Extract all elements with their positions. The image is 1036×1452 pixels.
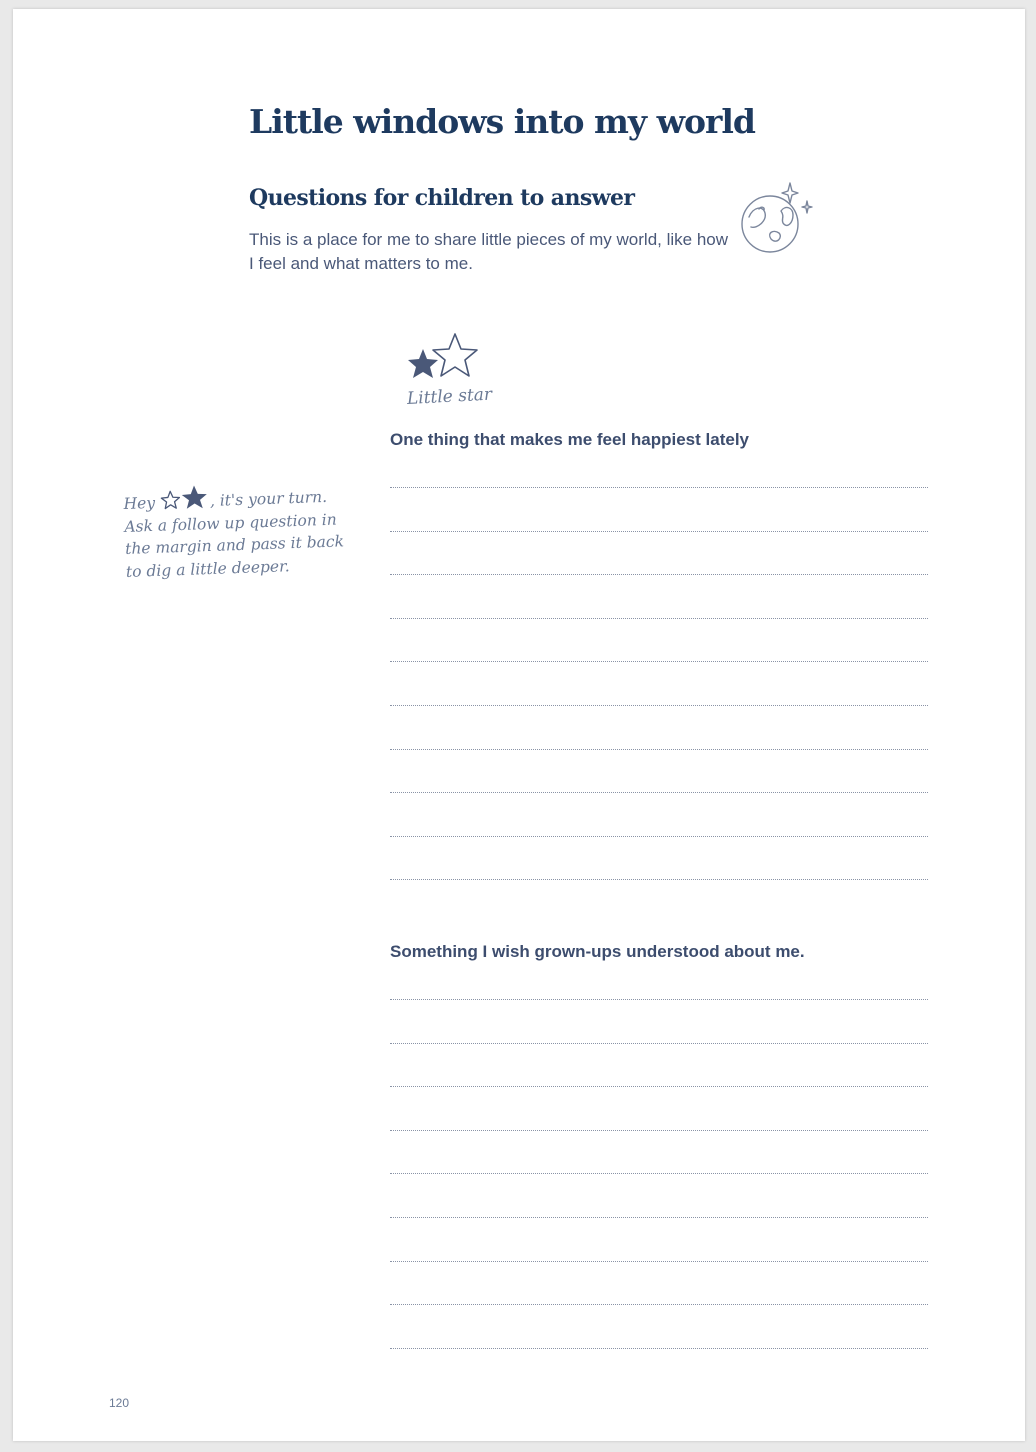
margin-note-prefix: Hey (123, 493, 156, 513)
page-number: 120 (109, 1396, 130, 1410)
answer-line[interactable] (390, 1261, 928, 1262)
answer-line[interactable] (390, 1304, 928, 1305)
answer-line[interactable] (390, 531, 928, 532)
answer-line[interactable] (390, 1348, 928, 1349)
answer-line[interactable] (390, 749, 928, 750)
answer-line[interactable] (390, 999, 928, 1000)
question-2-label: Something I wish grown-ups understood about me. (390, 942, 805, 961)
answer-line[interactable] (390, 1086, 928, 1087)
answer-line[interactable] (390, 1173, 928, 1174)
answer-line[interactable] (390, 661, 928, 662)
page-title: Little windows into my world (249, 102, 756, 141)
intro-text: This is a place for me to share little pieces of my world, like how I feel and what matters to me. (249, 230, 729, 273)
question-1-label: One thing that makes me feel happiest lately (390, 430, 749, 449)
answer-line[interactable] (390, 1130, 928, 1131)
stars-icon (405, 331, 485, 383)
margin-note (123, 479, 358, 583)
answer-line[interactable] (390, 618, 928, 619)
answer-line[interactable] (390, 705, 928, 706)
answer-line[interactable] (390, 487, 928, 488)
workbook-page (13, 9, 1025, 1441)
answer-line[interactable] (390, 1043, 928, 1044)
margin-note-text: , it's your turn. Ask a follow up question in the margin and pass it back to dig a little deeper. (124, 487, 345, 581)
stars-caption: Little star (406, 384, 493, 409)
page-subtitle: Questions for children to answer (249, 185, 635, 211)
answer-line[interactable] (390, 574, 928, 575)
stars-icon (159, 484, 210, 512)
answer-line[interactable] (390, 879, 928, 880)
answer-line[interactable] (390, 1217, 928, 1218)
answer-line[interactable] (390, 792, 928, 793)
answer-line[interactable] (390, 836, 928, 837)
globe-sparkle-icon (737, 179, 817, 255)
